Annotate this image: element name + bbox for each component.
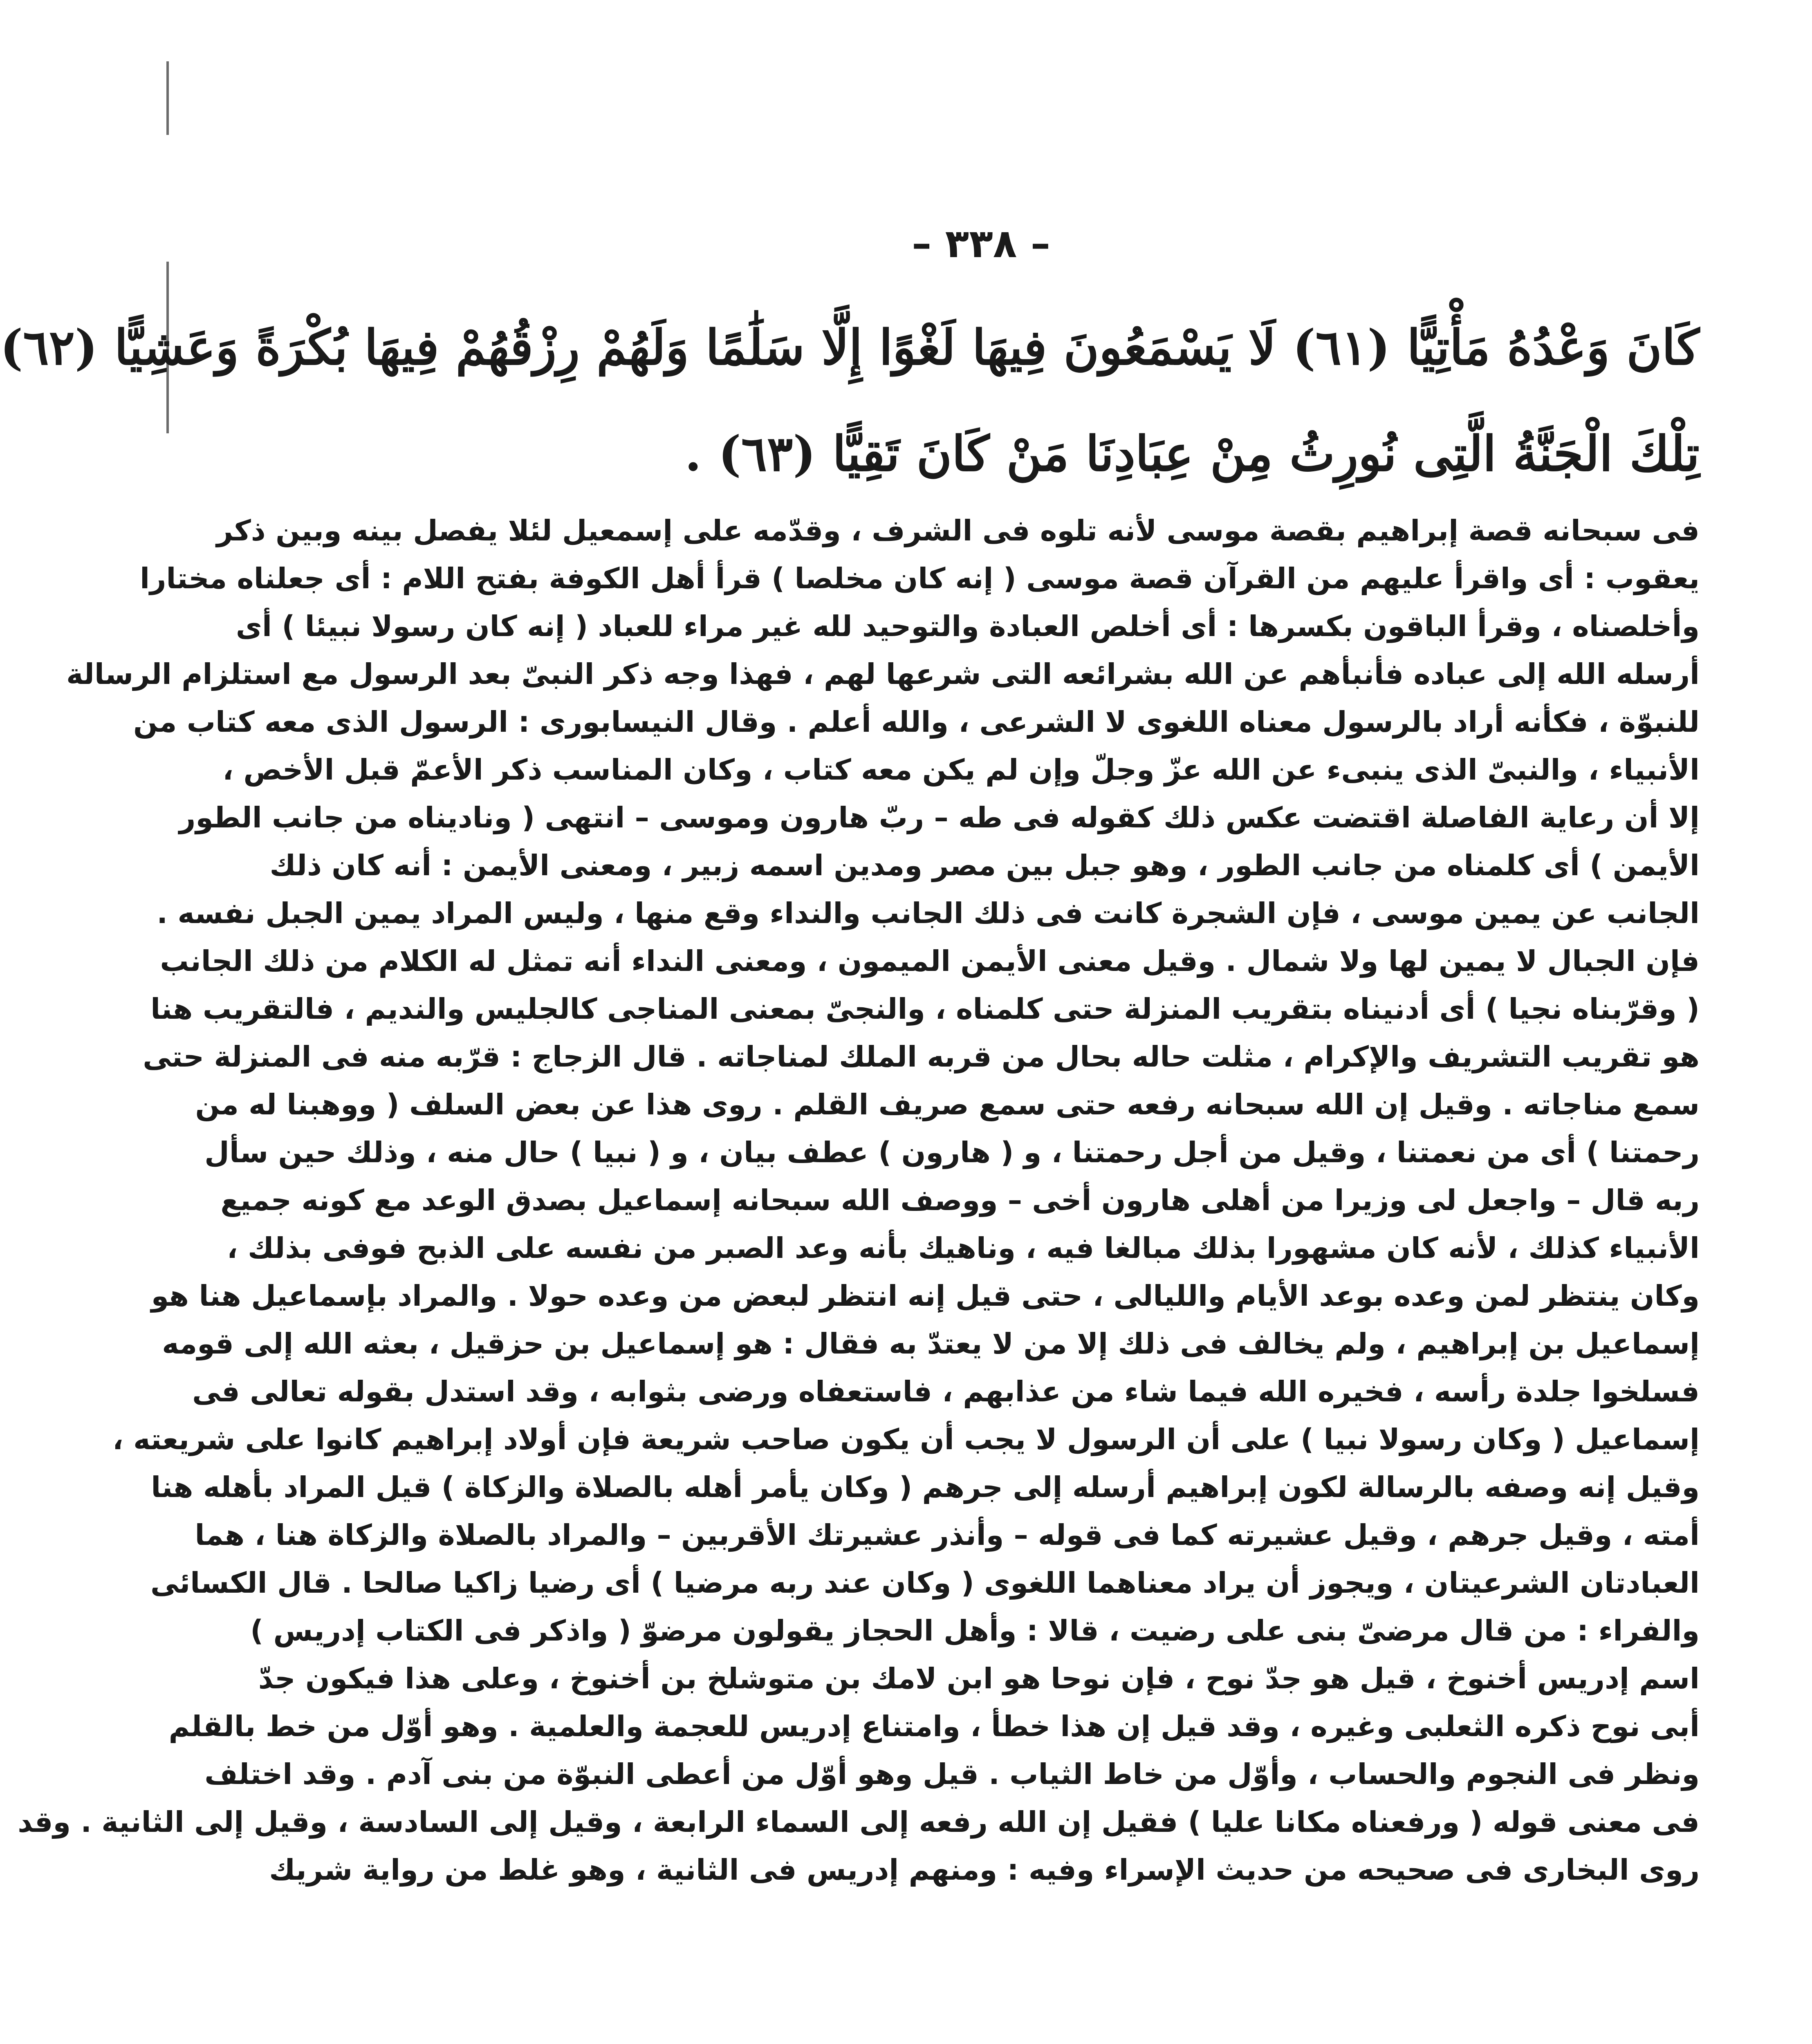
commentary-line: فى معنى قوله ( ورفعناه مكانا عليا ) فقيل إن الله رفعه إلى السماء الرابعة ، وقيل إلى السادسة ، وقيل إلى الثانية . وقد — [18, 1805, 1700, 1839]
commentary-line: يعقوب : أى واقرأ عليهم من القرآن قصة موسى ( إنه كان مخلصا ) قرأ أهل الكوفة بفتح اللام : أى جعلناه مختارا — [140, 562, 1700, 595]
commentary-line: الجانب عن يمين موسى ، فإن الشجرة كانت فى ذلك الجانب والنداء وقع منها ، وليس المراد يمين الجبل نفسه . — [157, 896, 1700, 930]
commentary-text — [18, 507, 1700, 2044]
commentary-line: هو تقريب التشريف والإكرام ، مثلت حاله بحال من قربه الملك لمناجاته . قال الزجاج : قرّبه منه فى المنزلة حتى — [143, 1040, 1700, 1074]
commentary-line: أبى نوح ذكره الثعلبى وغيره ، وقد قيل إن هذا خطأ ، وامتناع إدريس للعجمة والعلمية . وهو أوّل من خط بالقلم — [168, 1710, 1700, 1743]
commentary-line: رحمتنا ) أى من نعمتنا ، وقيل من أجل رحمتنا ، و ( هارون ) عطف بيان ، و ( نبيا ) حال منه ، وذلك حين سأل — [204, 1136, 1700, 1169]
commentary-line: إسماعيل بن إبراهيم ، ولم يخالف فى ذلك إلا من لا يعتدّ به فقال : هو إسماعيل بن حزقيل ، بعثه الله إلى قومه — [162, 1327, 1700, 1360]
commentary-line: الأيمن ) أى كلمناه من جانب الطور ، وهو جبل بين مصر ومدين اسمه زبير ، ومعنى الأيمن : أنه كان ذلك — [269, 849, 1700, 882]
commentary-line: أرسله الله إلى عباده فأنبأهم عن الله بشرائعه التى شرعها لهم ، فهذا وجه ذكر النبىّ بعد الرسول مع استلزام الرسالة — [66, 657, 1700, 691]
scan-edge-mark — [166, 61, 169, 135]
commentary-line: اسم إدريس أخنوخ ، قيل هو جدّ نوح ، فإن نوحا هو ابن لامك بن متوشلخ بن أخنوخ ، وعلى هذا فيكون جدّ — [258, 1662, 1700, 1695]
commentary-line: ونظر فى النجوم والحساب ، وأوّل من خاط الثياب . قيل وهو أوّل من أعطى النبوّة من بنى آدم . وقد اختلف — [204, 1757, 1700, 1791]
commentary-line: العبادتان الشرعيتان ، ويجوز أن يراد معناهما اللغوى ( وكان عند ربه مرضيا ) أى رضيا زاكيا صالحا . قال الكسائى — [150, 1566, 1700, 1600]
commentary-line: الأنبياء كذلك ، لأنه كان مشهورا بذلك مبالغا فيه ، وناهيك بأنه وعد الصبر من نفسه على الذبح فوفى بذلك ، — [227, 1231, 1700, 1265]
quran-verse-line-2: تِلْكَ الْجَنَّةُ الَّتِى نُورِثُ مِنْ عِبَادِنَا مَنْ كَانَ تَقِيًّا (٦٣) . — [684, 425, 1700, 482]
commentary-line: وأخلصناه ، وقرأ الباقون بكسرها : أى أخلص العبادة والتوحيد لله غير مراء للعباد ( إنه كان رسولا نبيئا ) أى — [235, 610, 1700, 643]
quran-verse-line-1: كَانَ وَعْدُهُ مَأْتِيًّا (٦١) لَا يَسْمَعُونَ فِيهَا لَغْوًا إِلَّا سَلَٰمًا وَلَهُمْ رِزْقُهُمْ فِيهَا بُكْرَةً وَعَشِيًّا (٦٢) — [0, 319, 1700, 376]
commentary-line: إلا أن رعاية الفاصلة اقتضت عكس ذلك كقوله فى طه – ربّ هارون وموسى – انتهى ( وناديناه من جانب الطور — [179, 801, 1700, 834]
commentary-line: فسلخوا جلدة رأسه ، فخيره الله فيما شاء من عذابهم ، فاستعفاه ورضى بثوابه ، وقد استدل بقوله تعالى فى — [192, 1375, 1700, 1408]
commentary-line: وقيل إنه وصفه بالرسالة لكون إبراهيم أرسله إلى جرهم ( وكان يأمر أهله بالصلاة والزكاة ) قيل المراد بأهله هنا — [151, 1470, 1700, 1504]
commentary-line: فى سبحانه قصة إبراهيم بقصة موسى لأنه تلوه فى الشرف ، وقدّمه على إسمعيل لئلا يفصل بينه وبين ذكر — [216, 514, 1700, 547]
commentary-line: ( وقرّبناه نجيا ) أى أدنيناه بتقريب المنزلة حتى كلمناه ، والنجىّ بمعنى المناجى كالجليس والنديم ، فالتقريب هنا — [150, 992, 1700, 1026]
commentary-line: روى البخارى فى صحيحه من حديث الإسراء وفيه : ومنهم إدريس فى الثانية ، وهو غلط من رواية شريك — [269, 1853, 1700, 1887]
page-number: – ٣٣٨ – — [912, 221, 1050, 267]
commentary-line: الأنبياء ، والنبىّ الذى ينبىء عن الله عزّ وجلّ وإن لم يكن معه كتاب ، وكان المناسب ذكر الأعمّ قبل الأخص ، — [222, 753, 1700, 787]
commentary-line: للنبوّة ، فكأنه أراد بالرسول معناه اللغوى لا الشرعى ، والله أعلم . وقال النيسابورى : الرسول الذى معه كتاب من — [133, 705, 1700, 739]
commentary-line: ربه قال – واجعل لى وزيرا من أهلى هارون أخى – ووصف الله سبحانه إسماعيل بصدق الوعد مع كونه جميع — [220, 1183, 1700, 1217]
commentary-line: والفراء : من قال مرضىّ بنى على رضيت ، قالا : وأهل الحجاز يقولون مرضوّ ( واذكر فى الكتاب إدريس ) — [250, 1614, 1700, 1647]
commentary-line: وكان ينتظر لمن وعده بوعد الأيام والليالى ، حتى قيل إنه انتظر لبعض من وعده حولا . والمراد بإسماعيل هنا هو — [151, 1279, 1700, 1313]
commentary-line: سمع مناجاته . وقيل إن الله سبحانه رفعه حتى سمع صريف القلم . روى هذا عن بعض السلف ( ووهبنا له من — [195, 1088, 1700, 1121]
commentary-line: أمته ، وقيل جرهم ، وقيل عشيرته كما فى قوله – وأنذر عشيرتك الأقربين – والمراد بالصلاة والزكاة هنا ، هما — [195, 1518, 1700, 1552]
commentary-line: فإن الجبال لا يمين لها ولا شمال . وقيل معنى الأيمن الميمون ، ومعنى النداء أنه تمثل له الكلام من ذلك الجانب — [160, 944, 1700, 978]
commentary-line: إسماعيل ( وكان رسولا نبيا ) على أن الرسول لا يجب أن يكون صاحب شريعة فإن أولاد إبراهيم كانوا على شريعته ، — [112, 1423, 1700, 1456]
